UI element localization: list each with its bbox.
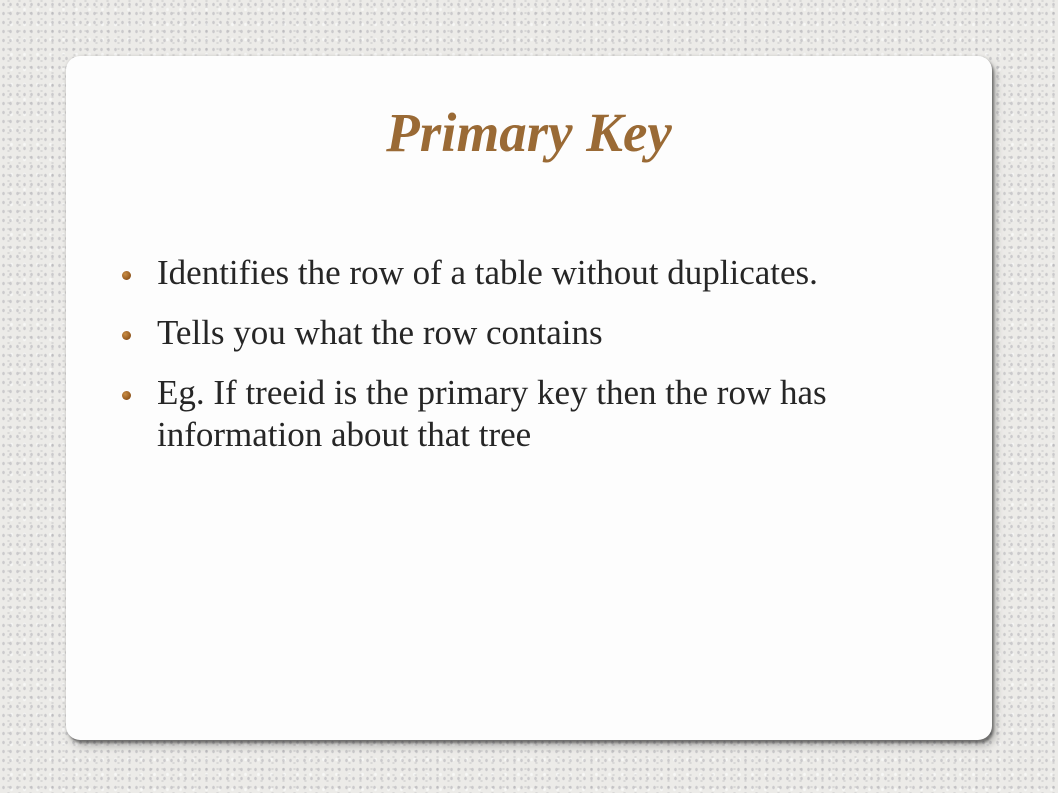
- bullet-text: Tells you what the row contains: [157, 313, 603, 352]
- bullet-dot-icon: [122, 271, 131, 280]
- bullet-item: [120, 372, 940, 456]
- bullet-list: [120, 252, 940, 474]
- bullet-dot-icon: [122, 391, 131, 400]
- bullet-item: [120, 312, 940, 354]
- bullet-text: Eg. If treeid is the primary key then the row has information about that tree: [157, 373, 827, 454]
- slide-title: Primary Key: [386, 102, 672, 163]
- bullet-text: Identifies the row of a table without duplicates.: [157, 253, 818, 292]
- bullet-dot-icon: [122, 331, 131, 340]
- bullet-item: [120, 252, 940, 294]
